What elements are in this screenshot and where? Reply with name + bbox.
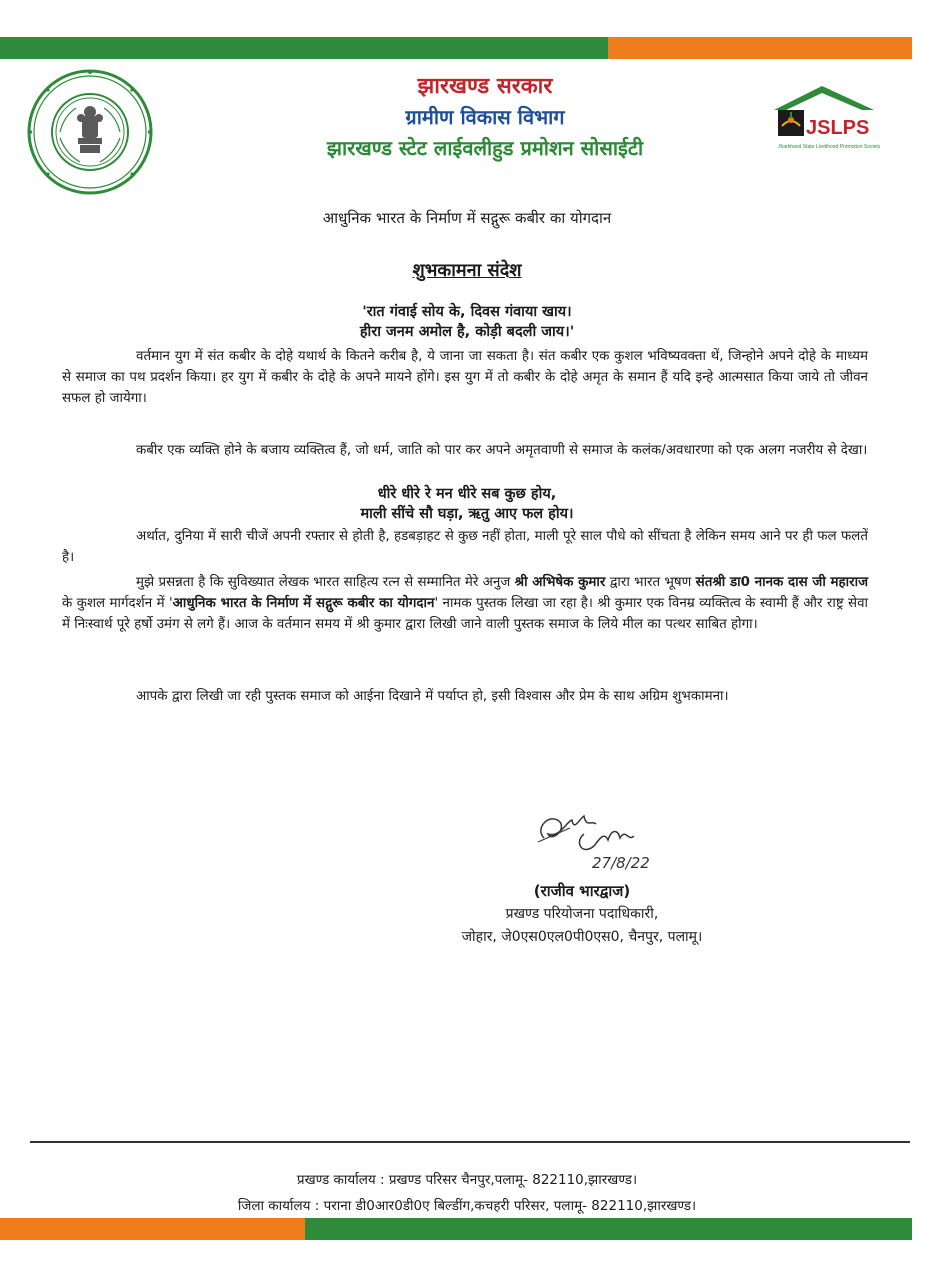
signer-name: (राजीव भारद्वाज) — [533, 882, 631, 900]
signer-designation: प्रखण्ड परियोजना पदाधिकारी, — [505, 906, 659, 922]
body-paragraph-3: अर्थात, दुनिया में सारी चीजें अपनी रफ्तार से होती है, हडबड़ाहट से कुछ नहीं होता, माली पूरे साल पौधे को सींचता है लेकिन समय आने पर ही फल फलतें है। — [62, 529, 868, 565]
jslps-logo-icon — [770, 82, 890, 154]
letterhead-titles — [250, 72, 720, 164]
author-name: श्री अभिषेक कुमार — [514, 575, 606, 590]
body-paragraph-5: आपके द्वारा लिखी जा रही पुस्तक समाज को आईना दिखाने में पर्याप्त हो, इसी विश्वास और प्रेम के साथ अग्रिम शुभकामना। — [136, 689, 729, 704]
body-paragraph-4: मुझे प्रसन्नता है कि सुविख्यात लेखक भारत साहित्य रत्न से सम्मानित मेरे अनुज श्री अभिषेक कुमार द्वारा भारत भूषण संतश्री डा0 नानक दास जी महाराज के कुशल मार्गदर्शन में 'आधुनिक भारत के निर्माण में सद्गुरू कबीर का योगदान' नामक पुस्तक लिखा जा रहा है। श्री कुमार एक विनम्र व्यक्तित्व के स्वामी हैं और राष्ट्र सेवा में निःस्वार्थ पूरे हर्षो उमंग से लगे हैं। आज के वर्तमान समय में श्री कुमार द्वारा लिखी जाने वाली पुस्तक समाज के लिये मील का पत्थर साबित होगा। — [62, 575, 869, 632]
society-name: झारखण्ड स्टेट लाईवलीहुड प्रमोशन सोसाईटी — [326, 136, 644, 160]
signature-block — [412, 880, 752, 949]
couplet-line: हीरा जनम अमोल है, कोड़ी बदली जाय।' — [359, 324, 575, 340]
signer-address: जोहार, जे0एस0एल0पी0एस0, चैनपुर, पलामू। — [461, 929, 703, 945]
district-office-address: जिला कार्यालय : पराना डी0आर0डी0ए बिल्डींग,कचहरी परिसर, पलामू- 822110,झारखण्ड। — [237, 1198, 697, 1214]
book-title: आधुनिक भारत के निर्माण में सद्गुरू कबीर का योगदान — [172, 596, 435, 611]
kabir-couplet-1 — [0, 302, 934, 342]
svg-text:Jharkhand State Livelihood Pro: Jharkhand State Livelihood Promotion Society — [778, 144, 881, 150]
document-heading: शुभकामना संदेश — [412, 260, 522, 281]
body-paragraph-1: वर्तमान युग में संत कबीर के दोहे यथार्थ के कितने करीब है, ये जाना जा सकता है। संत कबीर एक कुशल भविष्यवक्ता थें, जिन्होने अपने दोहे के माध्यम से समाज का पथ प्रदर्शन किया। हर युग में कबीर के दोहे के अपने मायने होंगे। इस युग में तो कबीर के दोहे अमृत के समान हैं यदि इन्हे आत्मसात किया जाये तो जीवन सफल हो जायेगा। — [62, 349, 868, 406]
government-name: झारखण्ड सरकार — [417, 74, 553, 99]
svg-text:27/8/22: 27/8/22 — [592, 854, 650, 872]
jharkhand-govt-emblem-icon — [26, 68, 154, 196]
body-paragraph-2: कबीर एक व्यक्ति होने के बजाय व्यक्तित्व हैं, जो धर्म, जाति को पार कर अपने अमृतवाणी से समाज के कलंक/अवधारणा को एक अलग नजरीय से देखा। — [136, 443, 868, 458]
block-office-address: प्रखण्ड कार्यालय : प्रखण्ड परिसर चैनपुर,पलामू- 822110,झारखण्ड। — [296, 1172, 638, 1188]
bottom-color-band — [0, 1218, 912, 1240]
document-subject: आधुनिक भारत के निर्माण में सद्गुरू कबीर का योगदान — [322, 209, 612, 227]
svg-text:JSLPS: JSLPS — [806, 117, 870, 139]
couplet-line: 'रात गंवाई सोय के, दिवस गंवाया खाय। — [362, 304, 572, 320]
footer-divider — [30, 1141, 910, 1143]
couplet-line: माली सींचे सौ घड़ा, ऋतु आए फल होय। — [360, 506, 574, 522]
top-color-band — [0, 37, 912, 59]
department-name: ग्रामीण विकास विभाग — [405, 105, 565, 129]
handwritten-signature-icon — [530, 798, 680, 878]
guide-name: संतश्री डा0 नानक दास जी महाराज — [695, 575, 869, 590]
couplet-line: धीरे धीरे रे मन धीरे सब कुछ होय, — [377, 486, 557, 502]
kabir-couplet-2 — [0, 484, 934, 524]
